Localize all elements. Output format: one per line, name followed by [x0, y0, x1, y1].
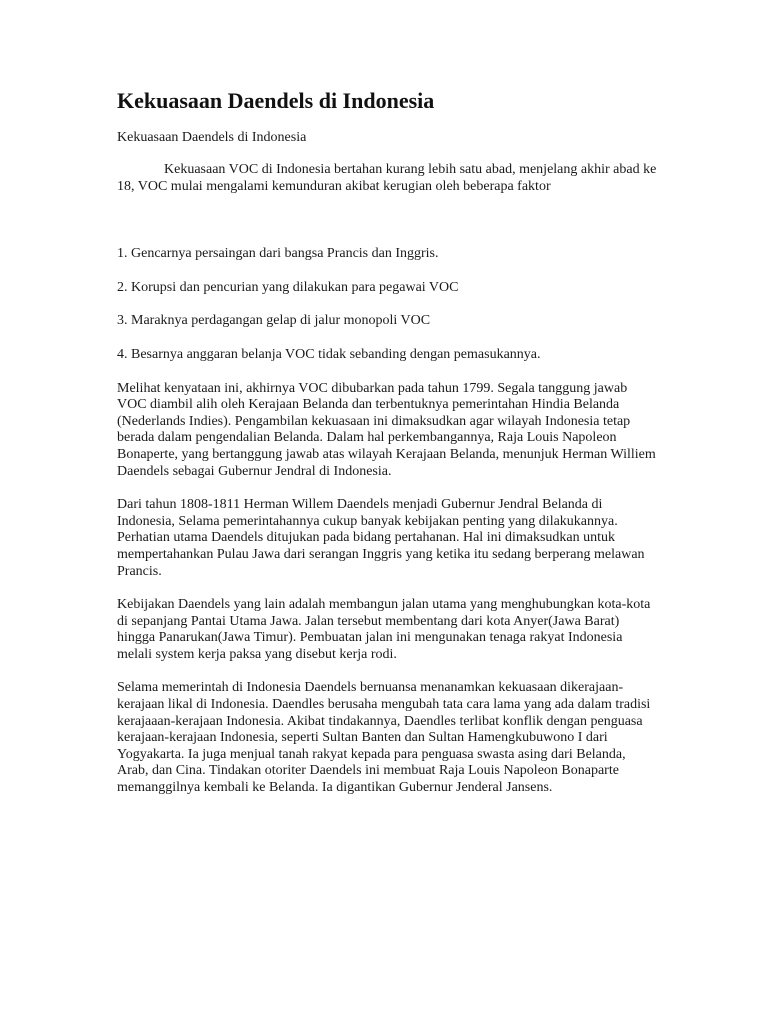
document-subtitle: Kekuasaan Daendels di Indonesia — [117, 130, 307, 145]
document-page — [117, 86, 657, 814]
body-paragraph: Selama memerintah di Indonesia Daendels bernuansa menanamkan kekuasaan dikerajaan-kerajaan likal di Indonesia. Daendles berusaha mengubah tata cara lama yang ada dalam tradisi kerajaaan-kerajaan Indonesia. Akibat tindakannya, Daendles terlibat konflik dengan penguasa kerajaan-kerajaan Indonesia, seperti Sultan Banten dan Sultan Hamengkubuwono I dari Yogyakarta. Ia juga menjual tanah rakyat kepada para penguasa swasta asing dari Belanda, Arab, dan Cina. Tindakan otoriter Daendels ini membuat Raja Louis Napoleon Bonaparte memanggilnya kembali ke Belanda. Ia digantikan Gubernur Jenderal Jansens. — [117, 680, 651, 796]
list-item: 2. Korupsi dan pencurian yang dilakukan para pegawai VOC — [117, 279, 459, 295]
factor-list — [117, 246, 657, 363]
list-item: 1. Gencarnya persaingan dari bangsa Prancis dan Inggris. — [117, 246, 439, 262]
body-paragraph: Melihat kenyataan ini, akhirnya VOC dibubarkan pada tahun 1799. Segala tanggung jawab VOC diambil alih oleh Kerajaan Belanda dan terbentuknya pemerintahan Hindia Belanda (Nederlands Indies). Pengambilan kekuasaan ini dimaksudkan agar wilayah Indonesia tetap berada dalam pengendalian Belanda. Dalam hal perkembangannya, Raja Louis Napoleon Bonaperte, yang bertanggung jawab atas wilayah Kerajaan Belanda, menunjuk Herman Williem Daendels sebagai Gubernur Jendral di Indonesia. — [117, 380, 656, 479]
intro-paragraph: Kekuasaan VOC di Indonesia bertahan kurang lebih satu abad, menjelang akhir abad ke 18, VOC mulai mengalami kemunduran akibat kerugian oleh beberapa faktor — [117, 162, 657, 194]
body-paragraph: Dari tahun 1808-1811 Herman Willem Daendels menjadi Gubernur Jendral Belanda di Indonesia, Selama pemerintahannya cukup banyak kebijakan penting yang dilakukannya. Perhatian utama Daendels ditujukan pada bidang pertahanan. Hal ini dimaksudkan untuk mempertahankan Pulau Jawa dari serangan Inggris yang ketika itu sedang berperang melawan Prancis. — [117, 497, 645, 579]
list-item: 4. Besarnya anggaran belanja VOC tidak sebanding dengan pemasukannya. — [117, 346, 541, 362]
body-paragraph: Kebijakan Daendels yang lain adalah membangun jalan utama yang menghubungkan kota-kota di sepanjang Pantai Utama Jawa. Jalan tersebut membentang dari kota Anyer(Jawa Barat) hingga Panarukan(Jawa Timur). Pembuatan jalan ini mengunakan tenaga rakyat Indonesia melali system kerja paksa yang disebut kerja rodi. — [117, 597, 651, 662]
document-title: Kekuasaan Daendels di Indonesia — [117, 88, 435, 113]
list-item: 3. Maraknya perdagangan gelap di jalur monopoli VOC — [117, 313, 431, 329]
